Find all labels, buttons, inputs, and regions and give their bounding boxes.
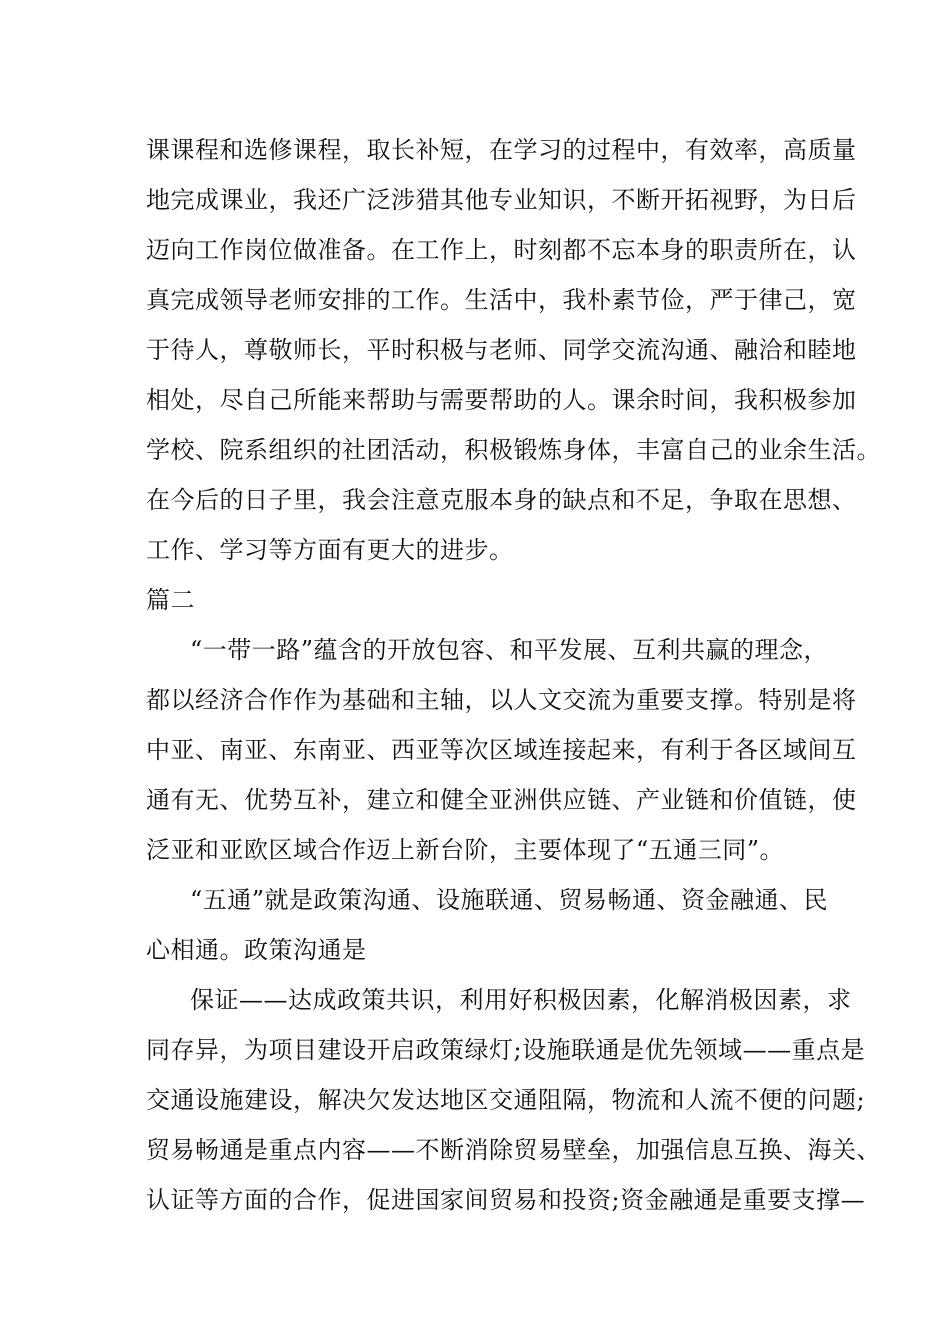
text-line: 贸易畅通是重点内容——不断消除贸易壁垒，加强信息互换、海关、 bbox=[146, 1136, 881, 1164]
text-line: 相处，尽自己所能来帮助与需要帮助的人。课余时间，我积极参加 bbox=[146, 386, 857, 414]
text-line: 学校、院系组织的社团活动，积极锻炼身体，丰富自己的业余生活。 bbox=[146, 436, 881, 464]
text-line: 真完成领导老师安排的工作。生活中，我朴素节俭，严于律己，宽 bbox=[146, 286, 857, 314]
text-line: 工作、学习等方面有更大的进步。 bbox=[146, 536, 514, 564]
text-line: “一带一路”蕴含的开放包容、和平发展、互利共赢的理念， bbox=[190, 636, 829, 664]
text-line: 认证等方面的合作，促进国家间贸易和投资;资金融通是重要支撑— bbox=[146, 1186, 866, 1214]
text-line: 于待人，尊敬师长，平时积极与老师、同学交流沟通、融洽和睦地 bbox=[146, 336, 857, 364]
text-line: 中亚、南亚、东南亚、西亚等次区域连接起来，有利于各区域间互 bbox=[146, 736, 857, 764]
text-line: 课课程和选修课程，取长补短，在学习的过程中，有效率，高质量 bbox=[146, 136, 857, 164]
text-line: 地完成课业，我还广泛涉猎其他专业知识，不断开拓视野，为日后 bbox=[146, 186, 857, 214]
text-line: 通有无、优势互补，建立和健全亚洲供应链、产业链和价值链，使 bbox=[146, 786, 857, 814]
text-line: “五通”就是政策沟通、设施联通、贸易畅通、资金融通、民 bbox=[190, 886, 829, 914]
text-line: 泛亚和亚欧区域合作迈上新台阶，主要体现了“五通三同”。 bbox=[146, 836, 785, 864]
text-line: 保证——达成政策共识，利用好积极因素，化解消极因素，求 bbox=[190, 986, 852, 1014]
text-line: 交通设施建设，解决欠发达地区交通阻隔，物流和人流不便的问题; bbox=[146, 1086, 866, 1114]
text-line: 心相通。政策沟通是 bbox=[146, 936, 367, 964]
section-heading: 篇二 bbox=[146, 586, 195, 614]
text-line: 都以经济合作作为基础和主轴，以人文交流为重要支撑。特别是将 bbox=[146, 686, 857, 714]
text-line: 迈向工作岗位做准备。在工作上，时刻都不忘本身的职责所在，认 bbox=[146, 236, 857, 264]
text-line: 在今后的日子里，我会注意克服本身的缺点和不足，争取在思想、 bbox=[146, 486, 857, 514]
text-line: 同存异，为项目建设开启政策绿灯;设施联通是优先领域——重点是 bbox=[146, 1036, 866, 1064]
